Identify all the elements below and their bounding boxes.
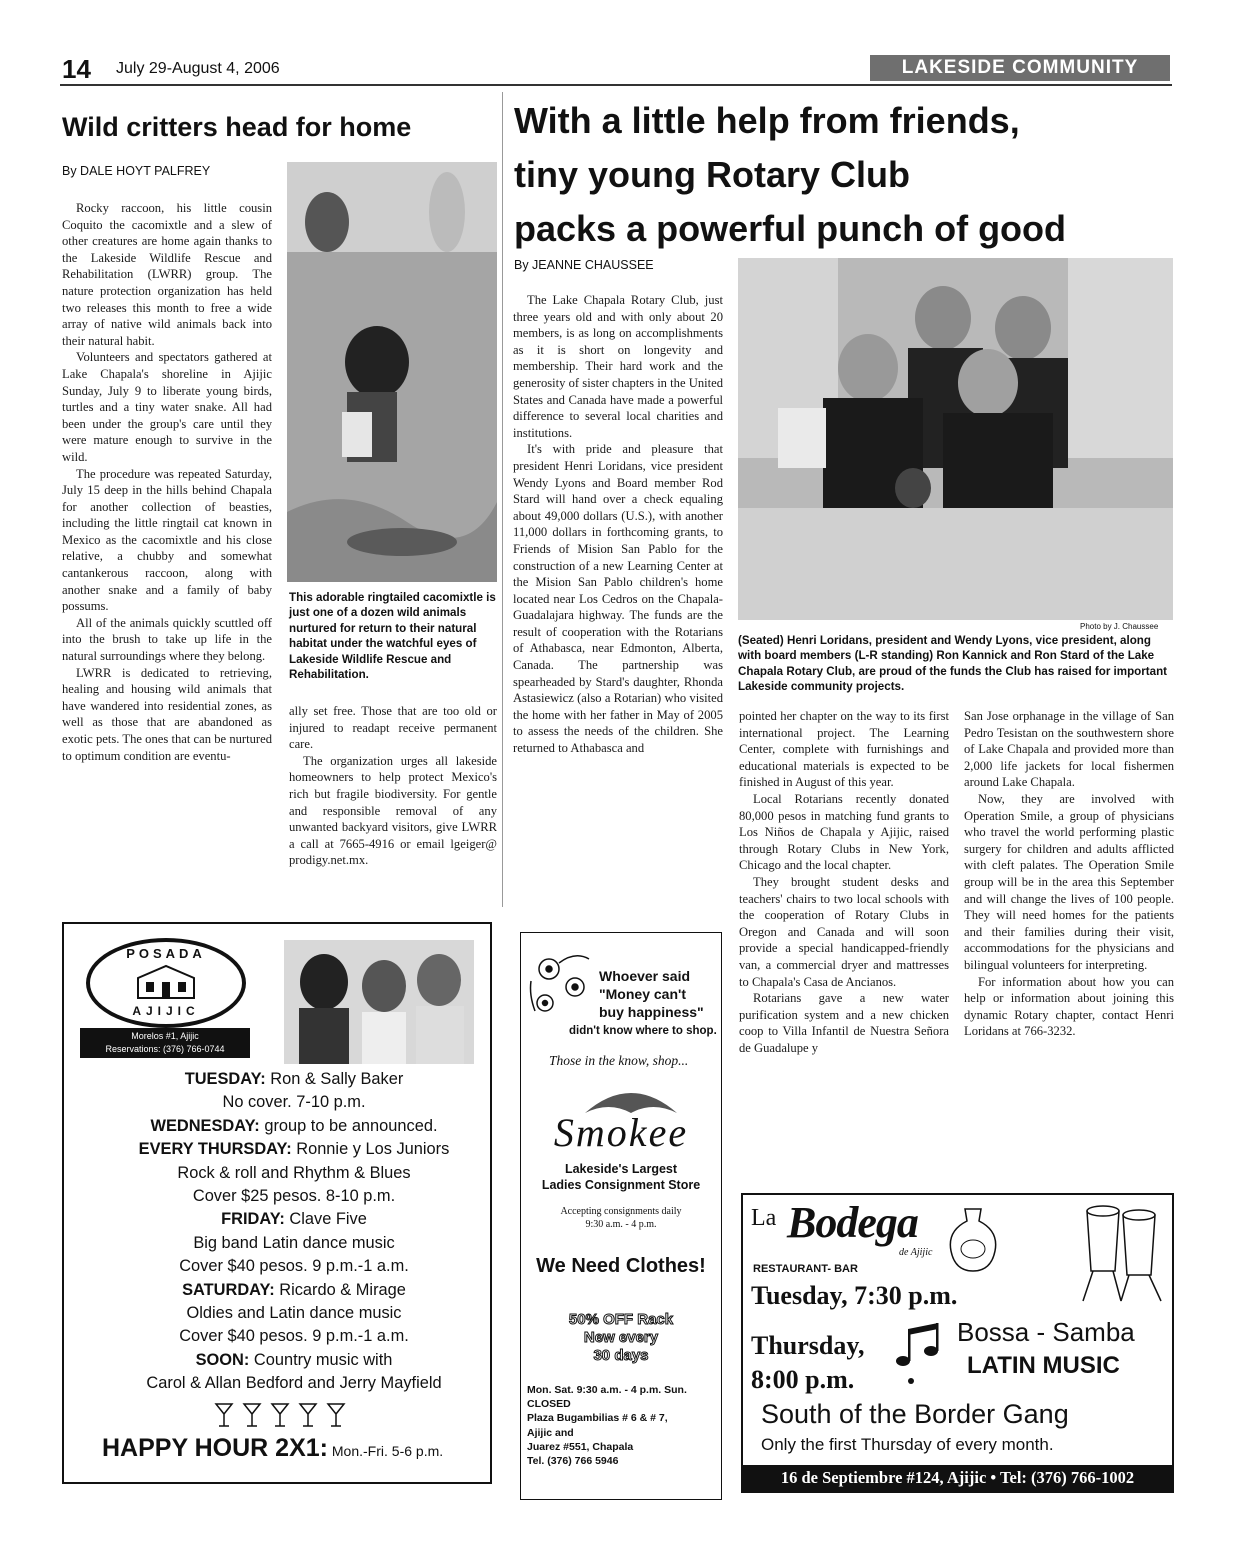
rack-line: 50% OFF Rack (568, 1311, 674, 1328)
posada-band-art (284, 940, 474, 1064)
paragraph: Now, they are involved with Operation Smile, a group of physicians who travel the world performing plastic surgery for children and adults afflicted with cleft palates. The Operation Smile group will be in the area this September and will change the lives of 100 people. They will need homes for the patients and their families during their visit, accommodations for the physicians and bilingual volunteers for interpreting. (964, 791, 1174, 972)
paragraph: For information about how you can help or information about joining this dynamic Rotary chapter, contact Henri Loridans at 766-3232. (964, 974, 1174, 1039)
schedule-line: WEDNESDAY: group to be announced. (150, 1116, 438, 1135)
bodega-music (957, 1315, 1135, 1383)
photo-cacomixtle (287, 162, 497, 582)
bodega-footer: 16 de Septiembre #124, Ajijic • Tel: (376) 766-1002 (743, 1465, 1172, 1491)
right-col3 (964, 708, 1174, 1040)
subtitle-line: Lakeside's Largest (564, 1162, 678, 1176)
paragraph: San Jose orphanage in the village of San Pedro Tesistan on the southwestern shore of Lake Chapala and provided more than 2,000 life jackets for local fishermen around Lake Chapala. (964, 709, 1174, 790)
smokee-hours (521, 1205, 721, 1231)
schedule-line: FRIDAY: Clave Five (221, 1210, 367, 1229)
paragraph: It's with pride and pleasure that president Henri Loridans, vice president Wendy Lyons and Board member Rod Stard will hand over a check equaling about 49,000 dollars (U.S.), with another 11,000 dollars in forthcoming grants, to Friends of Mision San Pablo for the construction of a new Learning Center at the Mision San Pablo children's home located near Los Cedros on the Chapala- Guadalajara highway. The funds are the result of cooperation with the Rotarians of Athabasca, near Edmonton, Alberta, Canada. The partnership was spearheaded by Stard's daughter, Rhonda Astasiewicz (also a Rotarian) who visited the home with her father in May of 2005 to assess the needs of the children. She returned to Athabasca and (513, 442, 723, 756)
info-line: CLOSED (527, 1398, 571, 1411)
schedule-line: Oldies and Latin dance music (186, 1304, 402, 1323)
info-line: Ajijic and (527, 1426, 574, 1439)
ad-smokee (520, 932, 722, 1500)
right-col1 (513, 292, 723, 757)
conga-drums-icon (1073, 1201, 1169, 1305)
schedule-line: Cover $25 pesos. 8-10 p.m. (192, 1187, 396, 1206)
schedule-line: Rock & roll and Rhythm & Blues (177, 1163, 411, 1182)
photo-rotary-art (738, 258, 1173, 620)
paragraph: The Lake Chapala Rotary Club, just three years old and with only about 20 members, is as long on accomplishments as it is short on longevity and membership. Their hard work and the generosity of sister chapters in the United States and Canada have made a powerful difference to several local charities and institutions. (513, 293, 723, 440)
issue-date: July 29-August 4, 2006 (116, 60, 280, 77)
paragraph: Volunteers and spectators gathered at Lake Chapala's shoreline in Ajijic Sunday, July 9 to liberate young birds, turtles and a tiny water snake. All had been under the group's care until they were mature enough to survive in the wild. (62, 350, 272, 464)
info-line: Plaza Bugambilias # 6 & # 7, (527, 1412, 668, 1425)
cocktail-glasses-icon (214, 1402, 354, 1428)
info-line: Juarez #551, Chapala (527, 1440, 634, 1453)
bodega-thursday (751, 1329, 864, 1397)
smokee-tagline: Those in the know, shop... (549, 1053, 689, 1068)
posada-address-box (80, 1028, 250, 1058)
pottery-jug-icon (943, 1205, 1003, 1275)
music-line: Bossa - Samba (957, 1317, 1135, 1347)
hours-line: Accepting consignments daily (560, 1206, 682, 1217)
thursday-line: 8:00 p.m. (751, 1365, 855, 1394)
smokee-quote (599, 967, 719, 1021)
header-rule (60, 84, 1172, 86)
schedule-line: Big band Latin dance music (193, 1233, 395, 1252)
section-banner: LAKESIDE COMMUNITY (870, 55, 1170, 81)
bodega-note: Only the first Thursday of every month. (761, 1435, 1054, 1454)
flower-icon (525, 941, 599, 1021)
right-headline (514, 94, 1174, 256)
music-notes-icon (891, 1321, 943, 1387)
right-col2 (739, 708, 949, 1056)
smokee-need: We Need Clothes! (536, 1255, 706, 1277)
left-photo-caption: This adorable ringtailed cacomixtle is just one of a dozen wild animals nurtured for return to their natural habitat under the watchful eyes of Lakeside Wildlife Rescue and Rehabilitation. (289, 591, 496, 682)
bodega-restaurant-bar: RESTAURANT- BAR (753, 1263, 858, 1275)
page-number: 14 (62, 54, 91, 84)
paragraph: The procedure was repeated Saturday, July 15 deep in the hills behind Chapala for another collection of beasties, including the little ringtail cat known in Mexico as the cacomixtle and his close relative, a chubby and somewhat cantankerous raccoon, along with another snake and a family of baby possums. (62, 466, 272, 614)
subtitle-line: Ladies Consignment Store (541, 1178, 701, 1192)
posada-address: Morelos #1, Ajijic (131, 1031, 199, 1041)
music-line: LATIN MUSIC (967, 1352, 1120, 1379)
ad-bodega (741, 1193, 1174, 1493)
happy-hour-time: Mon.-Fri. 5-6 p.m. (328, 1443, 444, 1459)
paragraph: They brought student desks and teachers' chairs to two local schools with the cooperation of Rotary Clubs in Oregon and Canada and will soon provide a special handicapped-friendly van, a commercial dryer and mattresses to Chapala's Casa de Ancianos. (739, 874, 949, 989)
schedule-line: SOON: Country music with (195, 1350, 393, 1369)
paragraph: LWRR is dedicated to retrieving, healing and housing wild animals that have wandered into residential zones, as well as those that are abandoned as exotic pets. The ones that can be nurtured to optimum condition are eventu- (62, 665, 272, 763)
quote-line: Whoever said (599, 968, 691, 984)
bodega-band: South of the Border Gang (761, 1399, 1069, 1429)
info-line: Tel. (376) 766 5946 (527, 1455, 619, 1468)
building-icon (134, 964, 198, 1000)
smokee-rack (521, 1311, 721, 1365)
smokee-quote-end: didn't know where to shop. (569, 1025, 717, 1037)
bodega-la: La (751, 1205, 777, 1231)
rack-line: New every (583, 1329, 659, 1346)
photo-cacomixtle-art (287, 162, 497, 582)
schedule-line: SATURDAY: Ricardo & Mirage (182, 1280, 406, 1299)
column-divider (502, 92, 503, 907)
right-byline: By JEANNE CHAUSSEE (514, 258, 654, 272)
headline-line: packs a powerful punch of good (514, 208, 1067, 249)
posada-logo (86, 938, 246, 1028)
headline-line: With a little help from friends, (514, 100, 1020, 141)
paragraph: ally set free. Those that are too old or injured to readapt receive permanent care. (289, 704, 497, 752)
paragraph: Rocky raccoon, his little cousin Coquito the cacomixtle and a slew of other creatures are home again thanks to the Lakeside Wildlife Rescue and Rehabilitation (LWRR) group. The nature protection organization has held two releases this month to free a wide array of native wild animals back into their natural habit. (62, 201, 272, 348)
left-byline: By DALE HOYT PALFREY (62, 164, 211, 178)
schedule-line: Cover $40 pesos. 9 p.m.-1 a.m. (179, 1257, 409, 1276)
schedule-line: TUESDAY: Ron & Sally Baker (184, 1070, 404, 1088)
schedule-line: No cover. 7-10 p.m. (222, 1093, 366, 1112)
schedule-line: Cover $40 pesos. 9 p.m.-1 a.m. (179, 1327, 409, 1346)
paragraph: pointed her chapter on the way to its first international project. The Learning Center, complete with furnishings and educational materials is expected to be finished in August of this year. (739, 709, 949, 790)
posada-logo-bottom: AJIJIC (132, 1004, 200, 1018)
left-headline: Wild critters head for home (62, 112, 412, 142)
schedule-line: Carol & Allan Bedford and Jerry Mayfield (146, 1374, 442, 1393)
happy-hour-label: HAPPY HOUR 2X1: (102, 1434, 328, 1462)
hours-line: 9:30 a.m. - 4 p.m. (585, 1219, 657, 1230)
smokee-subtitle (521, 1161, 721, 1193)
bodega-de-ajijic: de Ajijic (899, 1247, 933, 1258)
ad-posada (62, 922, 492, 1484)
paragraph: The organization urges all lakeside homeowners to help protect Mexico's rich but fragile biodiversity. For gentle and responsible removal of any unwanted backyard visitors, give LWRR a call at 7665-4916 or email lgeiger@ prodigy.net.mx. (289, 753, 497, 868)
posada-reservations: Reservations: (376) 766-0744 (105, 1044, 225, 1054)
quote-line: "Money can't (599, 986, 686, 1002)
headline-line: tiny young Rotary Club (514, 154, 910, 195)
smokee-brand: Smokee (553, 1110, 689, 1155)
paragraph: Local Rotarians recently donated 80,000 pesos in matching fund grants to Los Niños de Chapala y Ajijic, raised through Rotary Clubs in New York, Chicago and the local chapter. (739, 791, 949, 873)
rack-line: 30 days (593, 1347, 649, 1364)
bodega-tuesday: Tuesday, 7:30 p.m. (751, 1281, 958, 1310)
photo-credit: Photo by J. Chaussee (1080, 622, 1159, 631)
schedule-line: EVERY THURSDAY: Ronnie y Los Juniors (138, 1140, 450, 1159)
photo-rotary-members (738, 258, 1173, 620)
left-col2 (289, 703, 497, 869)
left-col1 (62, 200, 272, 764)
right-photo-caption: (Seated) Henri Loridans, president and Wendy Lyons, vice president, along with board members (L-R standing) Ron Kannick and Ron Stard of the Lake Chapala Rotary Club, are proud of the funds the Club has raised for important Lakeside community projects. (738, 634, 1168, 694)
posada-schedule (104, 1068, 484, 1396)
posada-happy-hour (102, 1434, 482, 1463)
smokee-info (527, 1383, 721, 1468)
paragraph: Rotarians gave a new water purification system and a new chicken coop to Villa Infantil de Nuestra Señora de Guadalupe y (739, 991, 949, 1055)
posada-band-photo (284, 940, 474, 1064)
quote-line: buy happiness" (599, 1004, 704, 1020)
posada-logo-top: POSADA (126, 946, 206, 961)
info-line: Mon. Sat. 9:30 a.m. - 4 p.m. Sun. (527, 1384, 687, 1396)
bodega-brand: Bodega (787, 1198, 918, 1247)
thursday-line: Thursday, (751, 1331, 865, 1360)
paragraph: All of the animals quickly scuttled off into the brush to take up life in the natural surroundings where they belong. (62, 615, 272, 664)
